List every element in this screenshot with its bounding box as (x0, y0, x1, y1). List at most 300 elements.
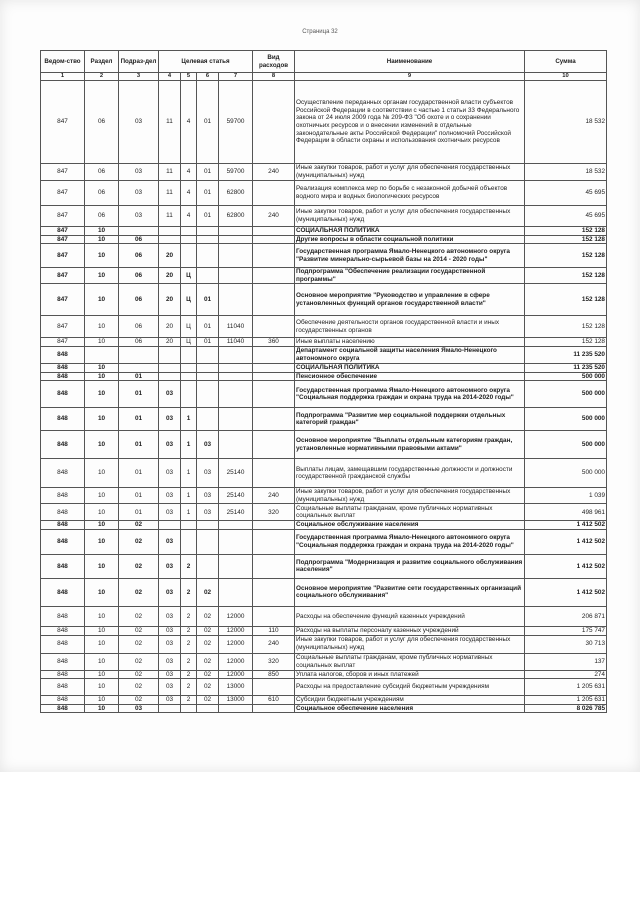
cell-cs-subprogram: 1 (181, 408, 197, 431)
cell-naimenovanie: Расходы на обеспечение функций казенных учреждений (295, 606, 525, 626)
cell-cs-program: 03 (159, 431, 181, 459)
cell-podrazdel: 01 (119, 372, 159, 381)
cell-cs-event (197, 372, 219, 381)
cell-naimenovanie: СОЦИАЛЬНАЯ ПОЛИТИКА (295, 227, 525, 236)
cell-podrazdel: 02 (119, 606, 159, 626)
cell-vedomstvo: 848 (41, 431, 85, 459)
cell-vedomstvo: 847 (41, 284, 85, 316)
cell-razdel: 06 (85, 164, 119, 181)
cell-vedomstvo: 848 (41, 578, 85, 606)
cell-cs-direction: 25140 (219, 504, 253, 521)
cell-cs-subprogram: 1 (181, 488, 197, 504)
cell-vid-rashodov (253, 244, 295, 268)
cell-cs-direction (219, 268, 253, 284)
cell-razdel: 10 (85, 521, 119, 530)
cell-summa: 137 (525, 653, 607, 670)
header-vedomstvo: Ведом-ство (41, 51, 85, 73)
table-header (41, 51, 607, 81)
cell-podrazdel: 02 (119, 635, 159, 653)
cell-cs-subprogram: 2 (181, 670, 197, 679)
budget-table (40, 50, 607, 713)
cell-naimenovanie: СОЦИАЛЬНАЯ ПОЛИТИКА (295, 363, 525, 372)
cell-podrazdel (119, 363, 159, 372)
cell-summa: 8 026 785 (525, 704, 607, 713)
cell-naimenovanie: Департамент социальной защиты населения Ямало-Ненецкого автономного округа (295, 346, 525, 363)
cell-vid-rashodov: 110 (253, 626, 295, 635)
table-row (41, 626, 607, 635)
cell-cs-subprogram: Ц (181, 316, 197, 338)
cell-vid-rashodov (253, 346, 295, 363)
cell-naimenovanie: Подпрограмма "Обеспечение реализации государственной программы" (295, 268, 525, 284)
cell-cs-event: 03 (197, 488, 219, 504)
cell-vid-rashodov (253, 235, 295, 244)
table-row (41, 670, 607, 679)
cell-cs-event (197, 529, 219, 554)
cell-podrazdel: 06 (119, 316, 159, 338)
cell-cs-event (197, 235, 219, 244)
table-body (41, 81, 607, 713)
cell-cs-program: 03 (159, 635, 181, 653)
cell-vedomstvo: 847 (41, 268, 85, 284)
table-row (41, 181, 607, 206)
cell-cs-direction (219, 529, 253, 554)
cell-summa: 11 235 520 (525, 346, 607, 363)
cell-cs-program (159, 227, 181, 236)
cell-cs-event: 01 (197, 206, 219, 227)
cell-cs-direction (219, 363, 253, 372)
cell-cs-event: 02 (197, 635, 219, 653)
cell-vid-rashodov (253, 521, 295, 530)
cell-razdel: 10 (85, 670, 119, 679)
cell-cs-subprogram (181, 704, 197, 713)
cell-cs-direction: 11040 (219, 316, 253, 338)
cell-cs-subprogram: 4 (181, 81, 197, 164)
cell-cs-direction: 12000 (219, 670, 253, 679)
cell-naimenovanie: Другие вопросы в области социальной политики (295, 235, 525, 244)
cell-cs-program: 03 (159, 554, 181, 578)
table-row (41, 431, 607, 459)
column-number: 7 (219, 73, 253, 81)
cell-cs-subprogram: 2 (181, 578, 197, 606)
cell-cs-program (159, 346, 181, 363)
cell-razdel: 10 (85, 488, 119, 504)
cell-summa: 1 205 631 (525, 696, 607, 705)
cell-cs-direction: 59700 (219, 164, 253, 181)
cell-razdel: 10 (85, 554, 119, 578)
cell-summa: 152 128 (525, 268, 607, 284)
table-row (41, 81, 607, 164)
cell-podrazdel: 03 (119, 704, 159, 713)
cell-vid-rashodov: 320 (253, 653, 295, 670)
cell-vid-rashodov (253, 81, 295, 164)
cell-summa: 11 235 520 (525, 363, 607, 372)
table-row (41, 363, 607, 372)
cell-cs-subprogram: 2 (181, 635, 197, 653)
table-row (41, 635, 607, 653)
cell-cs-subprogram (181, 227, 197, 236)
table-row (41, 206, 607, 227)
cell-razdel: 10 (85, 381, 119, 408)
cell-cs-subprogram: 2 (181, 696, 197, 705)
cell-vid-rashodov: 360 (253, 338, 295, 347)
header-row (41, 51, 607, 73)
table-row (41, 653, 607, 670)
cell-cs-subprogram: 1 (181, 504, 197, 521)
column-number: 4 (159, 73, 181, 81)
cell-podrazdel: 02 (119, 670, 159, 679)
cell-razdel: 10 (85, 227, 119, 236)
cell-cs-subprogram: Ц (181, 268, 197, 284)
cell-naimenovanie: Государственная программа Ямало-Ненецкого автономного округа "Социальная поддержка граждан и охрана труда на 2014-2020 годы" (295, 529, 525, 554)
cell-cs-direction (219, 554, 253, 578)
table-row (41, 529, 607, 554)
cell-cs-event (197, 244, 219, 268)
cell-summa: 175 747 (525, 626, 607, 635)
cell-vedomstvo: 848 (41, 372, 85, 381)
cell-vid-rashodov: 240 (253, 635, 295, 653)
cell-razdel: 10 (85, 578, 119, 606)
cell-podrazdel: 03 (119, 206, 159, 227)
cell-razdel: 10 (85, 316, 119, 338)
cell-cs-direction (219, 381, 253, 408)
cell-cs-event: 01 (197, 316, 219, 338)
cell-naimenovanie: Социальное обеспечение населения (295, 704, 525, 713)
cell-cs-event: 02 (197, 626, 219, 635)
cell-cs-program (159, 372, 181, 381)
table-row (41, 696, 607, 705)
cell-vedomstvo: 848 (41, 488, 85, 504)
cell-cs-event: 03 (197, 431, 219, 459)
table-row (41, 679, 607, 696)
cell-podrazdel: 06 (119, 235, 159, 244)
cell-razdel: 10 (85, 268, 119, 284)
cell-cs-direction (219, 284, 253, 316)
cell-razdel: 10 (85, 653, 119, 670)
cell-cs-event: 02 (197, 578, 219, 606)
cell-vid-rashodov: 240 (253, 488, 295, 504)
cell-vid-rashodov: 850 (253, 670, 295, 679)
cell-cs-subprogram: 4 (181, 206, 197, 227)
header-podrazdel: Подраз-дел (119, 51, 159, 73)
cell-cs-program: 03 (159, 529, 181, 554)
cell-summa: 18 532 (525, 81, 607, 164)
cell-summa: 152 128 (525, 284, 607, 316)
cell-vedomstvo: 848 (41, 529, 85, 554)
cell-podrazdel: 06 (119, 268, 159, 284)
cell-razdel: 10 (85, 529, 119, 554)
cell-razdel: 10 (85, 244, 119, 268)
cell-cs-program: 03 (159, 679, 181, 696)
cell-naimenovanie: Реализация комплекса мер по борьбе с незаконной добычей объектов водного мира и водных биологических ресурсов (295, 181, 525, 206)
cell-cs-program (159, 363, 181, 372)
cell-cs-event: 02 (197, 670, 219, 679)
column-number: 6 (197, 73, 219, 81)
cell-naimenovanie: Социальное обслуживание населения (295, 521, 525, 530)
cell-cs-subprogram: 4 (181, 164, 197, 181)
cell-cs-program: 11 (159, 81, 181, 164)
cell-razdel: 10 (85, 235, 119, 244)
table-row (41, 521, 607, 530)
cell-naimenovanie: Расходы на предоставление субсидий бюджетным учреждениям (295, 679, 525, 696)
column-number-row (41, 73, 607, 81)
cell-cs-event: 01 (197, 338, 219, 347)
cell-razdel: 06 (85, 81, 119, 164)
cell-vedomstvo: 848 (41, 459, 85, 488)
cell-podrazdel: 06 (119, 284, 159, 316)
table-row (41, 578, 607, 606)
cell-vedomstvo: 848 (41, 408, 85, 431)
cell-vid-rashodov (253, 578, 295, 606)
cell-cs-event: 01 (197, 164, 219, 181)
header-razdel: Раздел (85, 51, 119, 73)
cell-vedomstvo: 848 (41, 635, 85, 653)
cell-naimenovanie: Расходы на выплаты персоналу казенных учреждений (295, 626, 525, 635)
cell-podrazdel: 03 (119, 81, 159, 164)
table-row (41, 381, 607, 408)
cell-summa: 1 412 502 (525, 529, 607, 554)
cell-cs-program: 03 (159, 696, 181, 705)
cell-cs-event: 01 (197, 81, 219, 164)
cell-summa: 1 039 (525, 488, 607, 504)
cell-cs-subprogram: 2 (181, 626, 197, 635)
cell-razdel: 06 (85, 181, 119, 206)
cell-summa: 1 412 502 (525, 554, 607, 578)
cell-podrazdel: 01 (119, 459, 159, 488)
table-row (41, 704, 607, 713)
cell-vedomstvo: 848 (41, 653, 85, 670)
cell-cs-event: 03 (197, 504, 219, 521)
cell-cs-event (197, 704, 219, 713)
cell-summa: 1 205 631 (525, 679, 607, 696)
cell-vedomstvo: 847 (41, 227, 85, 236)
cell-vedomstvo: 848 (41, 704, 85, 713)
cell-naimenovanie: Подпрограмма "Развитие мер социальной поддержки отдельных категорий граждан" (295, 408, 525, 431)
cell-cs-subprogram: 2 (181, 554, 197, 578)
cell-cs-direction: 13000 (219, 679, 253, 696)
cell-cs-direction (219, 346, 253, 363)
cell-vedomstvo: 848 (41, 504, 85, 521)
cell-razdel: 10 (85, 431, 119, 459)
table-row (41, 316, 607, 338)
cell-razdel (85, 346, 119, 363)
cell-naimenovanie: Основное мероприятие "Руководство и управление в сфере установленных функций органов государственной власти" (295, 284, 525, 316)
cell-podrazdel: 03 (119, 181, 159, 206)
cell-cs-program: 03 (159, 488, 181, 504)
cell-cs-program: 11 (159, 181, 181, 206)
cell-podrazdel (119, 227, 159, 236)
cell-naimenovanie: Основное мероприятие "Развитие сети государственных организаций социального обслуживания" (295, 578, 525, 606)
cell-naimenovanie: Осуществление переданных органам государственной власти субъектов Российской Федерации в соответствии с частью 1 статьи 33 Федерального закона от 24 июля 2009 года № 209-ФЗ "Об охоте и о сохранении охотничьих ресурсов и о внесении изменений в отдельные законодательные акты Российской Федерации" полномочий Российской Федерации в области охраны и использования охотничьих ресурсов (295, 81, 525, 164)
table-row (41, 346, 607, 363)
table-row (41, 164, 607, 181)
cell-cs-subprogram (181, 346, 197, 363)
cell-razdel: 10 (85, 338, 119, 347)
cell-cs-program: 03 (159, 408, 181, 431)
cell-vedomstvo: 847 (41, 164, 85, 181)
cell-cs-event: 03 (197, 459, 219, 488)
cell-naimenovanie: Основное мероприятие "Выплаты отдельным категориям граждан, установленные нормативными правовыми актами" (295, 431, 525, 459)
cell-cs-subprogram: 4 (181, 181, 197, 206)
cell-vid-rashodov (253, 459, 295, 488)
cell-cs-direction (219, 372, 253, 381)
table-row (41, 372, 607, 381)
cell-cs-direction (219, 235, 253, 244)
table-row (41, 408, 607, 431)
column-number: 3 (119, 73, 159, 81)
cell-cs-program (159, 704, 181, 713)
cell-cs-program (159, 235, 181, 244)
column-number: 1 (41, 73, 85, 81)
cell-summa: 152 128 (525, 316, 607, 338)
column-number: 9 (295, 73, 525, 81)
cell-cs-subprogram (181, 529, 197, 554)
cell-cs-direction: 25140 (219, 488, 253, 504)
cell-cs-event (197, 554, 219, 578)
cell-vid-rashodov (253, 431, 295, 459)
cell-cs-subprogram: 2 (181, 606, 197, 626)
cell-podrazdel: 02 (119, 554, 159, 578)
cell-cs-direction: 13000 (219, 696, 253, 705)
cell-vid-rashodov (253, 606, 295, 626)
cell-vid-rashodov (253, 408, 295, 431)
cell-summa: 152 128 (525, 235, 607, 244)
cell-cs-direction: 11040 (219, 338, 253, 347)
cell-cs-event (197, 346, 219, 363)
cell-vedomstvo: 848 (41, 606, 85, 626)
cell-vid-rashodov: 320 (253, 504, 295, 521)
cell-cs-direction: 12000 (219, 606, 253, 626)
column-number: 5 (181, 73, 197, 81)
cell-summa: 500 000 (525, 372, 607, 381)
cell-podrazdel: 02 (119, 626, 159, 635)
cell-summa: 500 000 (525, 381, 607, 408)
cell-cs-direction (219, 244, 253, 268)
cell-cs-direction: 25140 (219, 459, 253, 488)
cell-cs-event: 01 (197, 181, 219, 206)
cell-cs-program: 03 (159, 504, 181, 521)
table-row (41, 284, 607, 316)
table-row (41, 606, 607, 626)
cell-cs-event: 02 (197, 696, 219, 705)
cell-vid-rashodov (253, 679, 295, 696)
cell-podrazdel: 06 (119, 244, 159, 268)
cell-cs-direction: 62800 (219, 206, 253, 227)
cell-summa: 206 871 (525, 606, 607, 626)
cell-vid-rashodov (253, 227, 295, 236)
header-celevaya-statya: Целевая статья (159, 51, 253, 73)
cell-naimenovanie: Выплаты лицам, замещавшим государственные должности и должности государственной гражданской службы (295, 459, 525, 488)
column-number: 10 (525, 73, 607, 81)
cell-podrazdel (119, 346, 159, 363)
table-row (41, 459, 607, 488)
cell-vid-rashodov: 240 (253, 206, 295, 227)
cell-cs-program: 03 (159, 606, 181, 626)
cell-summa: 45 695 (525, 206, 607, 227)
cell-razdel: 10 (85, 626, 119, 635)
cell-summa: 45 695 (525, 181, 607, 206)
cell-cs-program: 11 (159, 206, 181, 227)
cell-summa: 1 412 502 (525, 578, 607, 606)
cell-podrazdel: 01 (119, 431, 159, 459)
cell-cs-program: 20 (159, 284, 181, 316)
cell-cs-program: 03 (159, 578, 181, 606)
cell-vedomstvo: 848 (41, 670, 85, 679)
cell-naimenovanie: Иные выплаты населению (295, 338, 525, 347)
cell-cs-subprogram: Ц (181, 338, 197, 347)
cell-naimenovanie: Уплата налогов, сборов и иных платежей (295, 670, 525, 679)
cell-cs-program: 03 (159, 670, 181, 679)
cell-podrazdel: 02 (119, 521, 159, 530)
cell-podrazdel: 06 (119, 338, 159, 347)
cell-vedomstvo: 848 (41, 381, 85, 408)
cell-cs-event (197, 363, 219, 372)
cell-razdel: 10 (85, 408, 119, 431)
cell-vedomstvo: 848 (41, 363, 85, 372)
cell-naimenovanie: Субсидии бюджетным учреждениям (295, 696, 525, 705)
cell-vid-rashodov (253, 381, 295, 408)
cell-cs-program: 03 (159, 381, 181, 408)
cell-cs-subprogram: 2 (181, 653, 197, 670)
cell-vedomstvo: 847 (41, 181, 85, 206)
cell-razdel: 10 (85, 363, 119, 372)
cell-vid-rashodov: 240 (253, 164, 295, 181)
cell-vedomstvo: 847 (41, 338, 85, 347)
table-row (41, 488, 607, 504)
cell-summa: 152 128 (525, 227, 607, 236)
cell-summa: 18 532 (525, 164, 607, 181)
cell-podrazdel: 01 (119, 504, 159, 521)
cell-razdel: 10 (85, 284, 119, 316)
cell-vid-rashodov (253, 363, 295, 372)
cell-cs-event (197, 268, 219, 284)
page-number-label: Страница 32 (302, 29, 338, 35)
cell-vedomstvo: 847 (41, 235, 85, 244)
cell-cs-direction (219, 704, 253, 713)
cell-cs-subprogram (181, 381, 197, 408)
cell-summa: 498 961 (525, 504, 607, 521)
cell-cs-program (159, 521, 181, 530)
cell-cs-event (197, 521, 219, 530)
cell-vedomstvo: 848 (41, 346, 85, 363)
header-vid-rashodov: Вид расходов (253, 51, 295, 73)
cell-vedomstvo: 848 (41, 679, 85, 696)
cell-cs-subprogram (181, 235, 197, 244)
cell-cs-program: 20 (159, 316, 181, 338)
cell-summa: 274 (525, 670, 607, 679)
cell-summa: 500 000 (525, 459, 607, 488)
cell-razdel: 06 (85, 206, 119, 227)
cell-vedomstvo: 848 (41, 626, 85, 635)
cell-cs-program: 03 (159, 626, 181, 635)
cell-podrazdel: 03 (119, 164, 159, 181)
cell-vid-rashodov (253, 268, 295, 284)
cell-podrazdel: 02 (119, 653, 159, 670)
table-row (41, 235, 607, 244)
cell-cs-direction (219, 521, 253, 530)
cell-vedomstvo: 848 (41, 521, 85, 530)
header-naimenovanie: Наименование (295, 51, 525, 73)
cell-cs-direction (219, 578, 253, 606)
cell-naimenovanie: Иные закупки товаров, работ и услуг для обеспечения государственных (муниципальных) нужд (295, 206, 525, 227)
column-number: 8 (253, 73, 295, 81)
cell-razdel: 10 (85, 459, 119, 488)
cell-vedomstvo: 848 (41, 554, 85, 578)
cell-razdel: 10 (85, 679, 119, 696)
cell-summa: 500 000 (525, 408, 607, 431)
cell-cs-subprogram (181, 372, 197, 381)
cell-cs-event (197, 381, 219, 408)
cell-cs-subprogram (181, 363, 197, 372)
